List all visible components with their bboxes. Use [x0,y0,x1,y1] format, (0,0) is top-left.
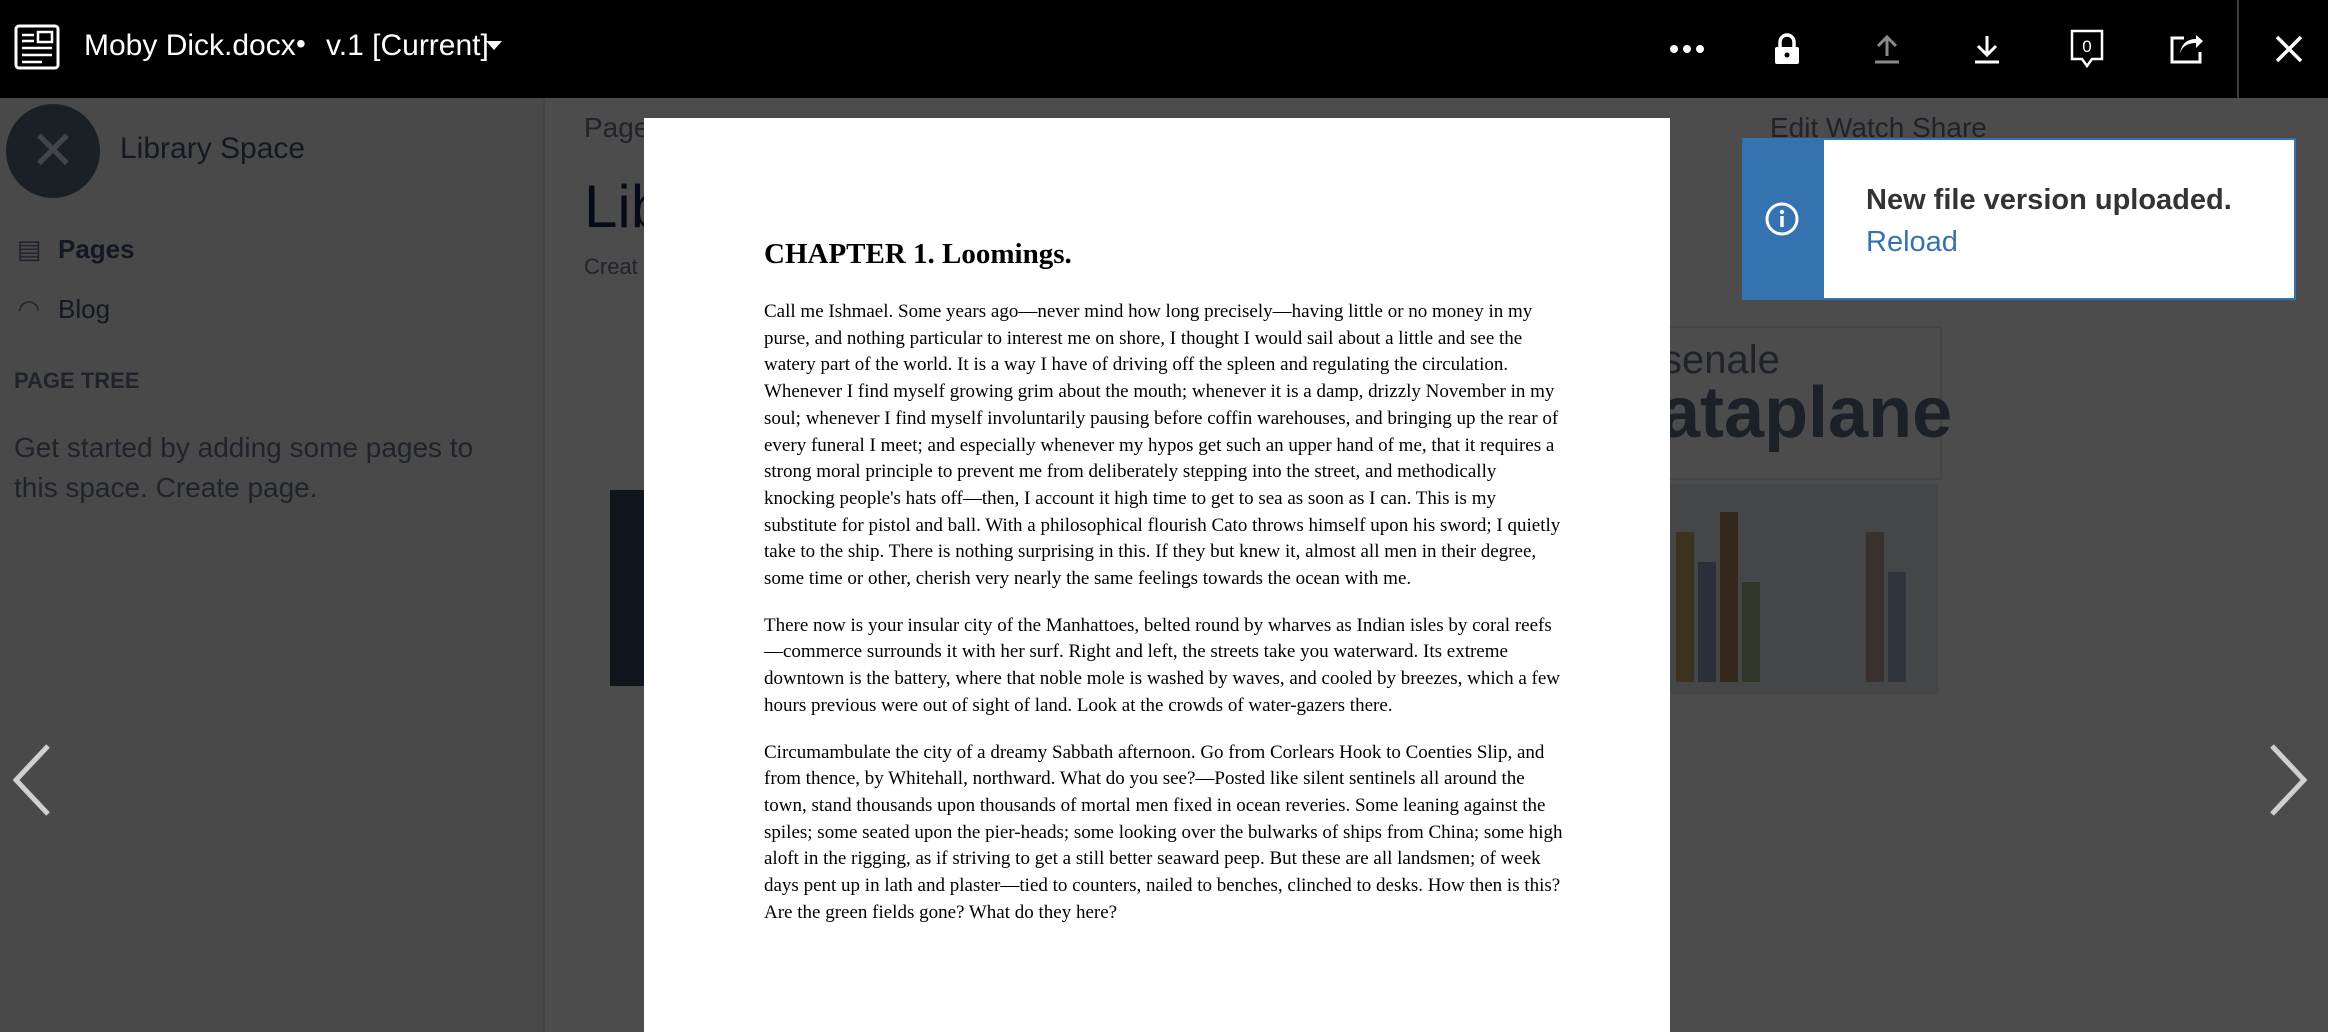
comment-icon [2070,29,2104,69]
notification-flag [1742,138,2296,300]
header-divider [2237,0,2239,98]
flag-accent [1744,140,1824,298]
document-paragraph: Call me Ishmael. Some years ago—never mind how long precisely—having little or no money in my purse, and nothing particular to interest me on shore, I thought I would sail about a little and see the watery part of the world. It is a way I have of driving off the spleen and regulating the circulation. Whenever I find myself growing grim about the mouth; whenever it is a damp, drizzly November in my soul; whenever I find myself involuntarily pausing before coffin warehouses, and bringing up the rear of every funeral I meet; and especially whenever my hypos get such an upper hand of me, that it requires a strong moral principle to prevent me from deliberately stepping into the street, and methodically knocking people's hats off—then, I account it high time to get to sea as soon as I can. This is my substitute for pistol and ball. With a philosophical flourish Cato throws himself upon his sword; I quietly take to the ship. There is nothing surprising in this. If they but knew it, almost all men in their degree, some time or other, cherish very nearly the same feelings towards the ocean with me. [764,301,1561,590]
download-button[interactable] [1958,20,2016,78]
upload-icon [1873,34,1901,64]
document-content [764,238,1564,946]
download-icon [1973,34,2001,64]
lock-icon [1774,33,1800,65]
next-file-button[interactable] [2262,742,2312,818]
upload-button[interactable] [1858,20,1916,78]
notification-title: New file version uploaded. [1866,184,2232,216]
close-icon [2275,35,2303,63]
document-paragraph: Circumambulate the city of a dreamy Sabbath afternoon. Go from Corlears Hook to Coenties Slip, and from thence, by Whitehall, northward. What do you see?—Posted like silent sentinels all around the town, stand thousands upon thousands of mortal men fixed in ocean reveries. Some leaning against the spiles; some seated upon the pier-heads; some looking over the bulwarks of ships from China; some high aloft in the rigging, as if striving to get a still better seaward peep. But these are all landsmen; of week days pent up in lath and plaster—tied to counters, nailed to benches, clinched to desks. How then is this? Are the green fields gone? What do they here? [764,741,1563,923]
chevron-left-icon [8,742,58,818]
preview-header [0,0,2328,98]
more-icon [1669,44,1705,54]
comment-count: 0 [2082,37,2092,56]
document-icon [14,24,60,70]
chevron-right-icon [2262,742,2312,818]
more-options-button[interactable] [1658,20,1716,78]
title-separator: • [296,28,306,59]
chapter-heading: CHAPTER 1. Loomings. [764,238,1072,270]
document-paragraph: There now is your insular city of the Manhattoes, belted round by wharves as Indian isles by coral reefs—commerce surrounds it with her surf. Right and left, the streets take you waterward. Its extreme downtown is the battery, where that noble mole is washed by waves, and cooled by breezes, which a few hours previous were out of sight of land. Look at the crowds of water-gazers there. [764,614,1560,716]
restrictions-button[interactable] [1758,20,1816,78]
version-dropdown[interactable]: v.1 [Current] [326,29,489,62]
info-icon [1764,201,1800,237]
chevron-down-icon[interactable] [486,41,502,50]
comments-button[interactable] [2058,20,2116,78]
share-icon [2170,34,2204,64]
reload-link[interactable]: Reload [1866,226,1958,258]
share-button[interactable] [2158,20,2216,78]
file-name: Moby Dick.docx [84,29,296,62]
close-button[interactable] [2260,20,2318,78]
previous-file-button[interactable] [8,742,58,818]
document-page [644,118,1670,1032]
